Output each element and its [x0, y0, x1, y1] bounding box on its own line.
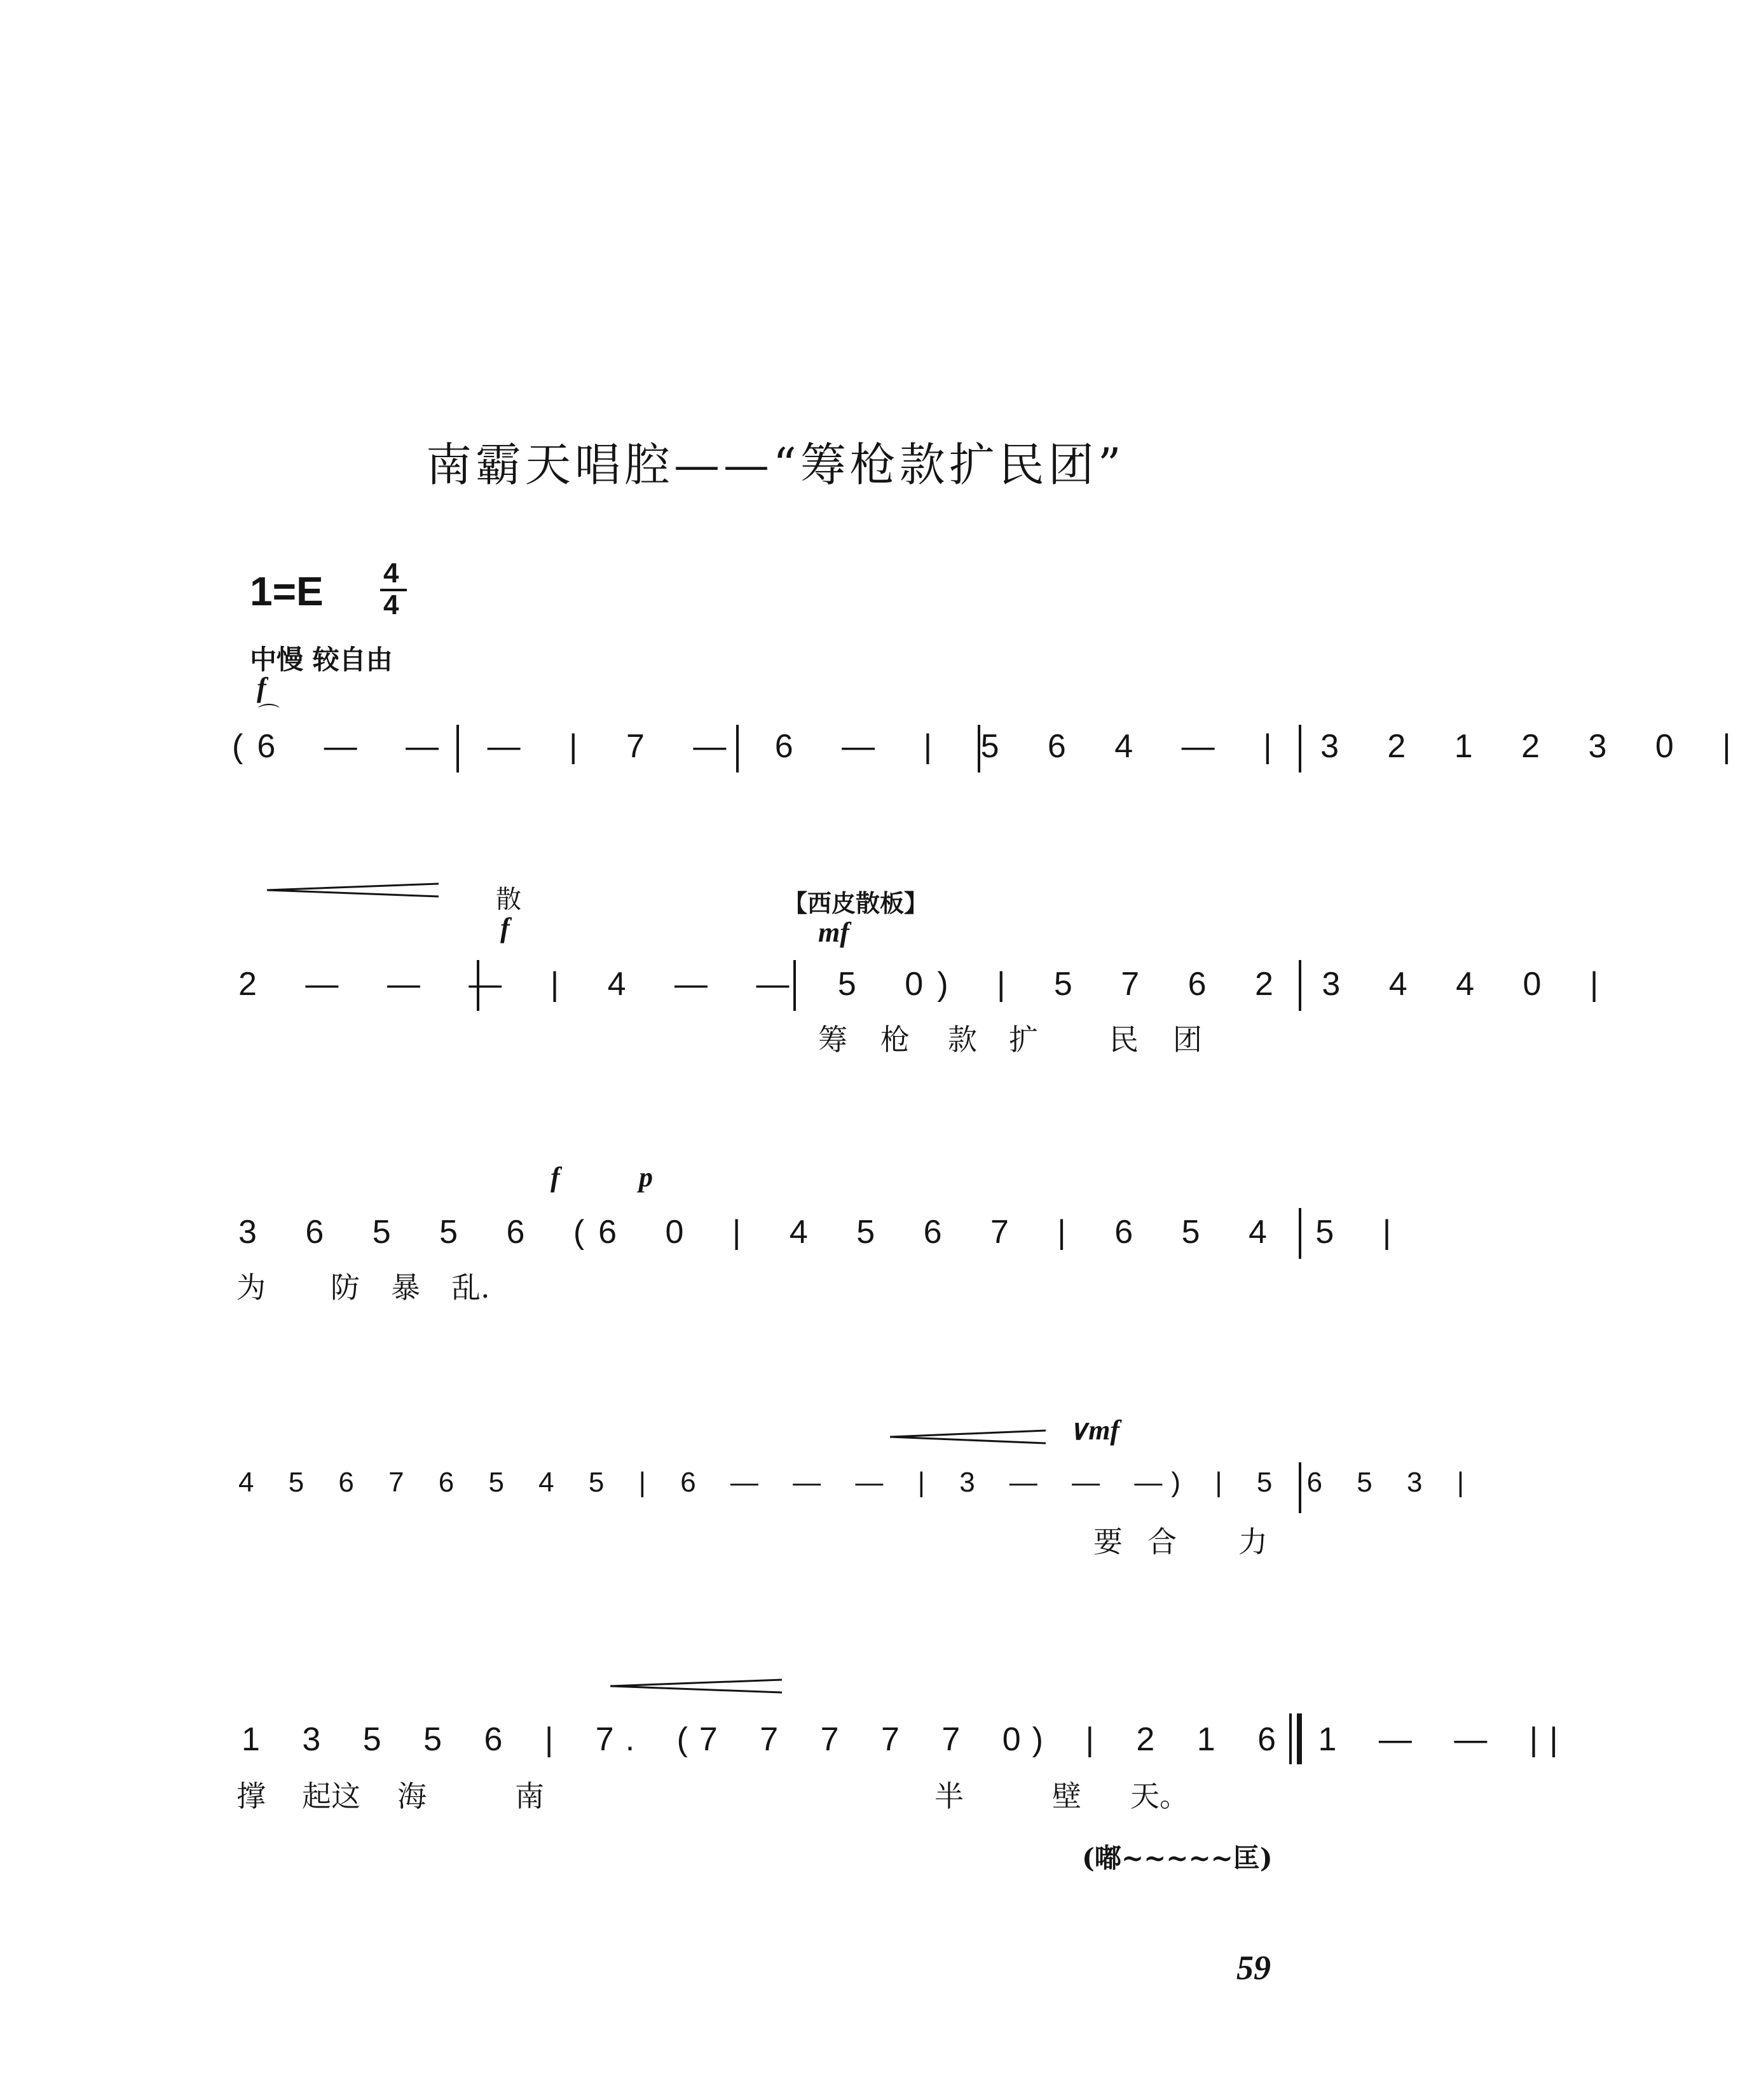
notation-row-1: (6 — — — | 7 — 6 — | 5 6 4 — | 3 2 1 2 3 0 |	[232, 728, 1745, 765]
lyric-row-5-2: 海	[397, 1779, 427, 1813]
lyric-row-4-2: 力	[1238, 1525, 1268, 1559]
percussion-notation: (嘟~~~~~匡)	[1082, 1843, 1273, 1874]
lyric-row-2-1: 枪	[880, 1022, 910, 1057]
key-signature: 1=E	[250, 568, 324, 614]
notation-row-2: 2 — — — | 4 — — 5 0) | 5 7 6 2 3 4 4 0 |	[238, 966, 1613, 1003]
lyric-row-4-1: 合	[1147, 1525, 1177, 1559]
fermata-1: ⌒	[258, 703, 280, 727]
time-signature-top: 4	[383, 558, 399, 589]
lyric-row-3-2: 暴	[391, 1270, 420, 1305]
dynamic-mf-1: mf	[818, 917, 849, 948]
dynamic-p-1: p	[639, 1162, 653, 1193]
lyric-row-2-5: 团	[1173, 1022, 1202, 1057]
dynamic-vmf: ∨mf	[1068, 1415, 1120, 1446]
notation-row-4: 4 5 6 7 6 5 4 5 | 6 — — — | 3 — — —) | 5 6 5 3 |	[238, 1467, 1474, 1498]
san-marking: 散	[496, 885, 521, 914]
notation-row-5: 1 3 5 5 6 | 7. (7 7 7 7 7 0) | 2 1 6 1 — — ||	[242, 1721, 1570, 1758]
lyric-row-5-6: 天。	[1130, 1779, 1189, 1813]
dynamic-f-1: f	[257, 672, 266, 703]
lyric-row-5-1: 起这	[302, 1779, 360, 1813]
lyric-row-5-3: 南	[515, 1779, 544, 1813]
lyric-row-3-3: 乱.	[451, 1270, 490, 1305]
notation-row-3: 3 6 5 5 6 (6 0 | 4 5 6 7 | 6 5 4 5 |	[238, 1214, 1406, 1251]
lyric-row-2-4: 民	[1109, 1022, 1139, 1057]
page-number: 59	[1236, 1949, 1271, 1987]
lyric-row-3-0: 为	[236, 1270, 266, 1305]
lyric-row-5-4: 半	[934, 1779, 964, 1813]
lyric-row-2-0: 筹	[818, 1022, 847, 1057]
dynamic-f-2: f	[500, 912, 510, 944]
lyric-row-2-3: 扩	[1009, 1022, 1038, 1057]
lyric-row-5-5: 壁	[1052, 1779, 1081, 1813]
tempo-marking: 中慢 较自由	[250, 644, 393, 675]
section-label: 【西皮散板】	[783, 889, 929, 917]
lyric-row-4-0: 要	[1093, 1525, 1123, 1559]
lyric-row-5-0: 撑	[236, 1779, 266, 1813]
dynamic-f-3: f	[551, 1162, 560, 1193]
lyric-row-2-2: 款	[948, 1022, 977, 1057]
lyric-row-3-1: 防	[331, 1270, 360, 1305]
page-title: 南霸天唱腔——“筹枪款扩民团”	[426, 438, 1125, 491]
time-signature-bottom: 4	[383, 589, 399, 621]
